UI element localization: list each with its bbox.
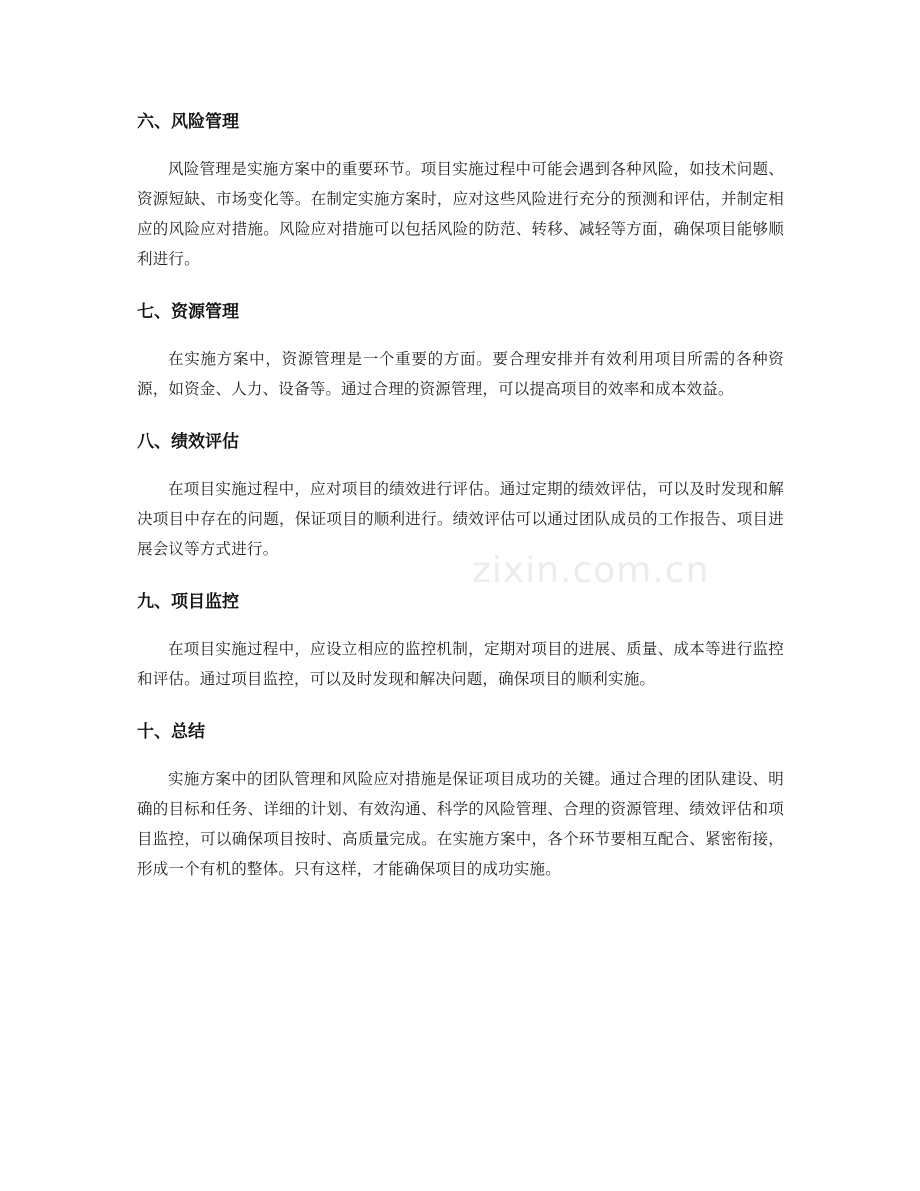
section-performance-evaluation	[137, 424, 784, 564]
section-resource-management	[137, 294, 784, 404]
section-paragraph: 实施方案中的团队管理和风险应对措施是保证项目成功的关键。通过合理的团队建设、明确的目标和任务、详细的计划、有效沟通、科学的风险管理、合理的资源管理、绩效评估和项目监控，可以确保项目按时、高质量完成。在实施方案中，各个环节要相互配合、紧密衔接，形成一个有机的整体。只有这样，才能确保项目的成功实施。	[137, 770, 784, 878]
section-paragraph: 在实施方案中，资源管理是一个重要的方面。要合理安排并有效利用项目所需的各种资源，如资金、人力、设备等。通过合理的资源管理，可以提高项目的效率和成本效益。	[137, 350, 784, 398]
section-heading: 六、风险管理	[137, 112, 239, 132]
section-paragraph: 在项目实施过程中，应对项目的绩效进行评估。通过定期的绩效评估，可以及时发现和解决项目中存在的问题，保证项目的顺利进行。绩效评估可以通过团队成员的工作报告、项目进展会议等方式进行。	[137, 480, 784, 558]
watermark-text: zixin.com.cn	[472, 550, 710, 591]
section-heading: 十、总结	[137, 722, 205, 742]
section-heading: 七、资源管理	[137, 302, 239, 322]
section-paragraph: 在项目实施过程中，应设立相应的监控机制，定期对项目的进展、质量、成本等进行监控和评估。通过项目监控，可以及时发现和解决问题，确保项目的顺利实施。	[137, 640, 784, 688]
section-risk-management	[137, 104, 784, 274]
section-project-monitoring	[137, 584, 784, 694]
section-heading: 九、项目监控	[137, 592, 239, 612]
section-heading: 八、绩效评估	[137, 432, 239, 452]
section-paragraph: 风险管理是实施方案中的重要环节。项目实施过程中可能会遇到各种风险，如技术问题、资源短缺、市场变化等。在制定实施方案时，应对这些风险进行充分的预测和评估，并制定相应的风险应对措施。风险应对措施可以包括风险的防范、转移、减轻等方面，确保项目能够顺利进行。	[137, 160, 784, 268]
section-summary	[137, 714, 784, 884]
document-content	[137, 104, 784, 904]
